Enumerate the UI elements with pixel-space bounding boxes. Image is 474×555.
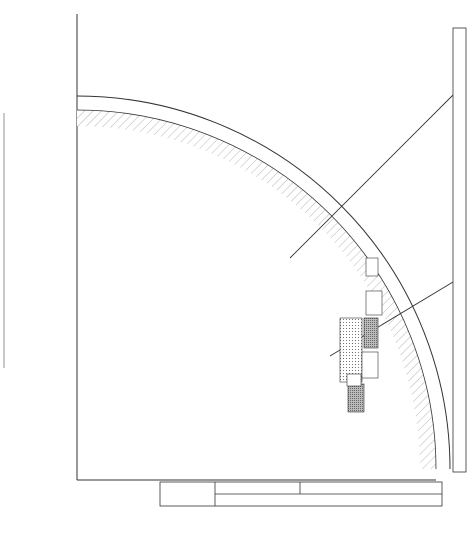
block-dense-2 xyxy=(364,318,378,348)
angle-scale-arc xyxy=(77,96,450,469)
percent-scale-bar xyxy=(453,28,466,472)
block-e xyxy=(347,374,361,386)
block-d-dotted xyxy=(340,318,362,382)
slope-line-1-1 xyxy=(290,95,453,258)
block-b xyxy=(366,258,378,276)
hatched-ring xyxy=(77,110,436,469)
block-a-lower xyxy=(362,352,378,378)
block-a-upper xyxy=(366,291,382,315)
bottom-table xyxy=(160,482,442,506)
block-e-dense xyxy=(348,384,364,412)
